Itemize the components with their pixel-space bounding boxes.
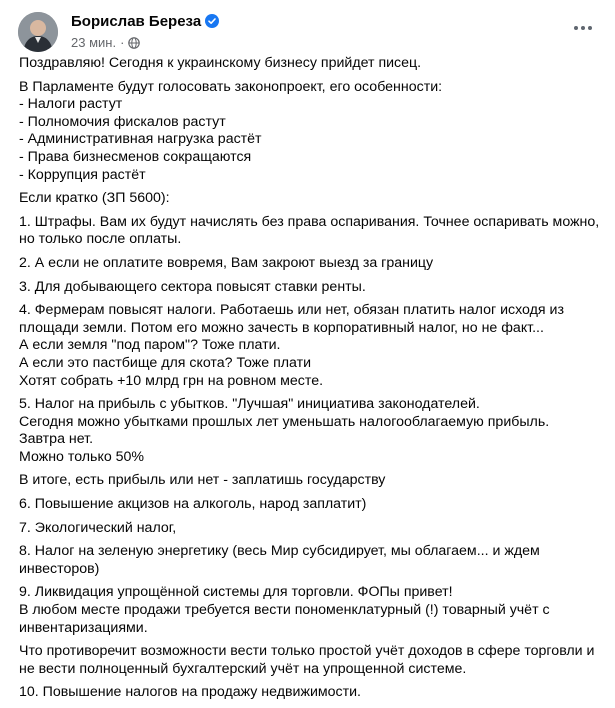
paragraph-item-1: 1. Штрафы. Вам их будут начислять без права оспаривания. Точнее оспаривать можно, но только после оплаты. <box>19 213 600 248</box>
paragraph-intro: Поздравляю! Сегодня к украинскому бизнесу прийдет писец. <box>19 55 422 71</box>
post-timestamp[interactable]: 23 мин. <box>71 35 117 50</box>
paragraph-item-5: 5. Налог на прибыль с убытков. "Лучшая" инициатива законодателей. Сегодня можно убытками прошлых лет уменьшать налогооблагаемую прибыль. Завтра нет. Можно только 50% <box>19 396 550 465</box>
globe-icon[interactable] <box>128 37 140 49</box>
paragraph-item-6: 6. Повышение акцизов на алкоголь, народ заплатит) <box>19 496 367 513</box>
post-header <box>15 8 605 48</box>
paragraph-item-10: 10. Повышение налогов на продажу недвижимости. <box>19 684 361 701</box>
post-meta <box>71 35 140 50</box>
author-name[interactable] <box>71 13 219 30</box>
paragraph-summary-heading: Если кратко (ЗП 5600): <box>19 190 170 207</box>
paragraph-conclusion: В итоге, есть прибыль или нет - заплатишь государству <box>19 472 386 489</box>
paragraph-item-4: 4. Фермерам повысят налоги. Работаешь или нет, обязан платить налог исходя из площади земли. Потом его можно зачесть в корпоративный налог, но не факт... А если земля "под паром"? Тоже плати. А если это пастбище для скота? Тоже плати Хотят собрать +10 млрд грн на ровном месте. <box>19 302 564 389</box>
paragraph-item-7: 7. Экологический налог, <box>19 519 177 536</box>
paragraph-item-3: 3. Для добывающего сектора повысят ставки ренты. <box>19 278 366 295</box>
more-options-icon[interactable] <box>571 20 595 36</box>
paragraph-features: В Парламенте будут голосовать законопроект, его особенности: - Налоги растут - Полномочия фискалов растут - Административная нагрузка растёт - Права бизнесменов сокращаются - Коррупция растёт <box>19 78 443 183</box>
meta-separator: · <box>120 35 125 50</box>
author-avatar[interactable] <box>18 12 58 52</box>
author-name-text[interactable]: Борислав Береза <box>71 13 202 30</box>
verified-badge-icon <box>205 14 219 28</box>
paragraph-contradiction: Что противоречит возможности вести только простой учёт доходов в сфере торговли и не вести полноценный бухгалтерский учёт на упрощенной системе. <box>19 643 595 677</box>
paragraph-item-2: 2. А если не оплатите вовремя, Вам закроют выезд за границу <box>19 254 434 271</box>
paragraph-item-9: 9. Ликвидация упрощённой системы для торговли. ФОПы привет! В любом месте продажи требуется вести пономенклатурный (!) товарный учёт с инвентаризациями. <box>19 584 550 636</box>
paragraph-item-8: 8. Налог на зеленую энергетику (весь Мир субсидирует, мы облагаем... и ждем инвесторов) <box>19 543 540 577</box>
post-body <box>19 55 603 708</box>
